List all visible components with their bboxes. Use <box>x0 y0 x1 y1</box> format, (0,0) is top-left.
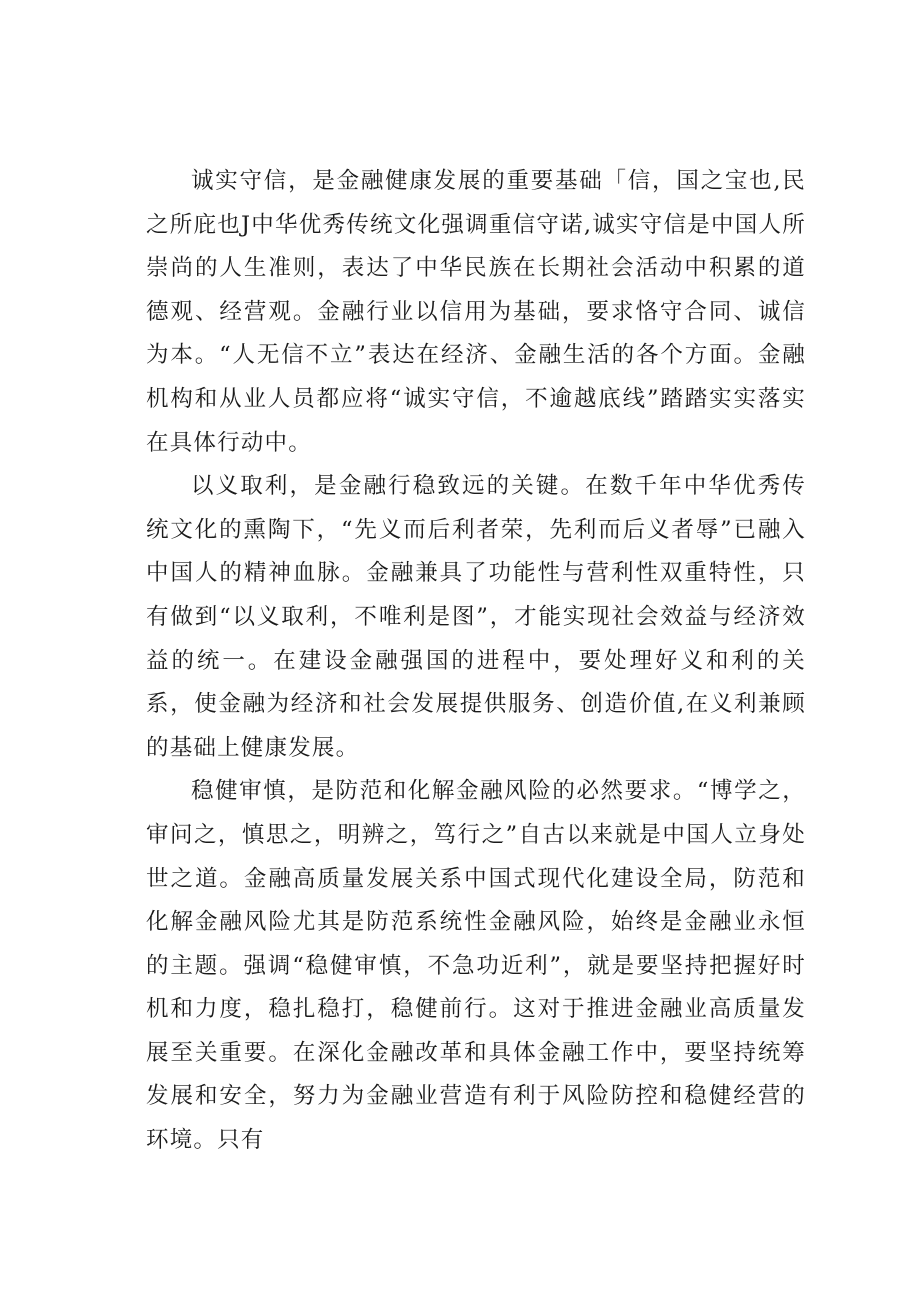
paragraph-integrity: 诚实守信，是金融健康发展的重要基础「信，国之宝也,民之所庇也J中华优秀传统文化强调重信守诺,诚实守信是中国人所崇尚的人生准则，表达了中华民族在长期社会活动中积累的道德观、经营观。金融行业以信用为基础，要求恪守合同、诚信为本。“人无信不立”表达在经济、金融生活的各个方面。金融机构和从业人员都应将“诚实守信，不逾越底线”踏踏实实落实在具体行动中。 <box>146 168 806 456</box>
paragraph-prudence: 稳健审慎，是防范和化解金融风险的必然要求。“博学之，审问之，慎思之，明辨之，笃行之”自古以来就是中国人立身处世之道。金融高质量发展关系中国式现代化建设全局，防范和化解金融风险尤其是防范系统性金融风险，始终是金融业永恒的主题。强调“稳健审慎，不急功近利”，就是要坚持把握好时机和力度，稳扎稳打，稳健前行。这对于推进金融业高质量发展至关重要。在深化金融改革和具体金融工作中，要坚持统筹发展和安全，努力为金融业营造有利于风险防控和稳健经营的环境。只有 <box>146 778 806 1154</box>
document-body <box>146 160 806 1163</box>
paragraph-righteousness: 以义取利，是金融行稳致远的关键。在数千年中华优秀传统文化的熏陶下，“先义而后利者荣，先利而后义者辱”已融入中国人的精神血脉。金融兼具了功能性与营利性双重特性，只有做到“以义取利，不唯利是图”，才能实现社会效益与经济效益的统一。在建设金融强国的进程中，要处理好义和利的关系，使金融为经济和社会发展提供服务、创造价值,在义利兼顾的基础上健康发展。 <box>146 473 806 761</box>
